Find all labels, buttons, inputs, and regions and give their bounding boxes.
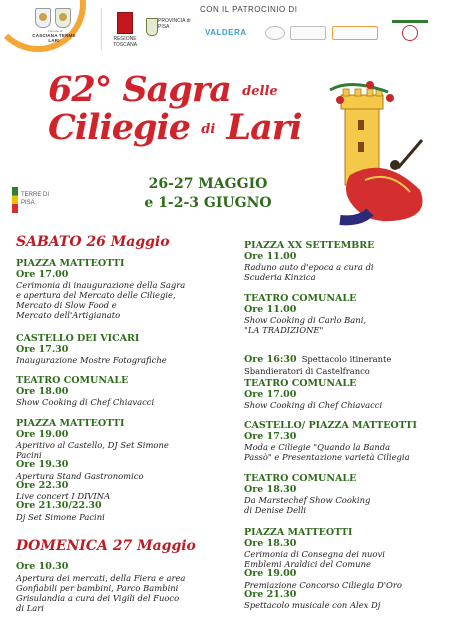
location-label: TEATRO COMUNALE: [244, 293, 357, 304]
divider: [101, 8, 102, 50]
program-item: [244, 347, 391, 376]
edition-number: 62°: [48, 69, 112, 110]
castle-dancer-illustration: [310, 80, 440, 230]
provincia-label: PROVINCIA di PISA: [158, 18, 191, 30]
title-ciliegie: Ciliegie: [48, 107, 191, 148]
time-label: Ore 18.00: [16, 385, 69, 397]
time-label: Ore 22.30: [16, 479, 69, 491]
description-line: Cerimonia di inaugurazione della Sagra: [16, 280, 186, 290]
time-label: Ore 19.00: [16, 428, 69, 440]
program-item: [16, 334, 167, 365]
location-label: PIAZZA MATTEOTTI: [16, 258, 125, 269]
location-label: TEATRO COMUNALE: [16, 375, 129, 386]
time-inline-row: [244, 347, 391, 366]
sunday-title: DOMENICA 27 Maggio: [16, 538, 196, 554]
description-line: Da Marstechef Show Cooking: [244, 495, 371, 505]
description-line: Spettacolo musicale con Alex Dj: [244, 600, 381, 610]
dates-line-1: 26-27 MAGGIO: [148, 176, 268, 192]
dates-line-2: e 1-2-3 GIUGNO: [144, 195, 272, 211]
description-line: Show Cooking di Chef Chiavacci: [244, 400, 383, 410]
program-item: [244, 474, 370, 515]
time-label: Ore 18.30: [244, 537, 297, 549]
time-label: Ore 17.00: [16, 268, 69, 280]
description-line: Grisulandia a cura dei Vigili del Fuoco: [16, 592, 180, 603]
location-label: CASTELLO DEI VICARI: [16, 333, 140, 344]
time-label: Ore 10.30: [16, 561, 69, 572]
description-line: Apertura dei mercati, della Fiera e area: [16, 572, 186, 583]
time-label: Ore 18.30: [244, 483, 297, 495]
program-item: [16, 376, 154, 407]
patrocinio-label: CON IL PATROCINIO DI: [200, 5, 298, 14]
description-line: Moda e Ciliegie "Quando la Banda: [244, 442, 391, 452]
valdera-logo: VALDERA: [205, 28, 247, 37]
program-item: [16, 259, 185, 320]
location-label: TEATRO COMUNALE: [244, 473, 357, 484]
comune-name: CASCIANA TERME LARI: [32, 33, 76, 43]
description-line: Sbandieratori di Castelfranco: [244, 366, 370, 376]
terre-di-pisa-logo: [12, 187, 52, 217]
description-line: Show Cooking di Carlo Bani,: [244, 315, 367, 325]
title-delle: delle: [242, 84, 278, 99]
description-line: Mercato di Slow Food e: [16, 300, 117, 310]
time-label: Ore 19.00: [244, 568, 297, 579]
description-line: Dj Set Simone Pacini: [16, 511, 105, 522]
description-line: Live concert I DIVINA: [16, 491, 111, 501]
location-label: PIAZZA MATTEOTTI: [244, 527, 353, 538]
description-line: di Denise Delli: [244, 505, 307, 515]
sponsor-logo: [290, 26, 326, 40]
header-bar: [0, 0, 452, 70]
sponsor-seal-icon: [265, 26, 285, 40]
time-label: Ore 19.30: [16, 459, 69, 470]
time-label: Ore 11.00: [244, 303, 297, 315]
location-label: PIAZZA MATTEOTTI: [16, 418, 125, 429]
toscana-flag-icon: [117, 12, 133, 34]
description-line: Pacini: [16, 450, 42, 460]
program-item: [16, 562, 185, 613]
comune-crest-icon: [55, 8, 71, 28]
program-item: [244, 294, 366, 335]
time-label: Ore 21.30/22.30: [16, 500, 102, 511]
description-line: "LA TRADIZIONE": [244, 325, 324, 335]
location-label: PIAZZA XX SETTEMBRE: [244, 240, 375, 251]
event-title-line1: [48, 69, 278, 110]
program-item: [244, 421, 417, 462]
description-line: Aperitivo al Castello, DJ Set Simone: [16, 440, 169, 450]
description-line: Emblemi Araldici del Comune: [244, 559, 371, 569]
comune-caption: Comune di: [47, 29, 63, 33]
description-line: Gonfiabili per bambini, Parco Bambini: [16, 582, 179, 593]
location-label: TEATRO COMUNALE: [244, 378, 357, 389]
description-line: Raduno auto d'epoca a cura di: [244, 262, 374, 272]
pisa-shield-icon: [146, 18, 158, 36]
description-line: e apertura del Mercato delle Ciliegie,: [16, 290, 176, 300]
time-label: Ore 21.30: [244, 588, 297, 600]
program-item: [16, 419, 169, 522]
description-line: Show Cooking di Chef Chiavacci: [16, 397, 155, 407]
description-line: di Lari: [16, 602, 44, 613]
regione-label: REGIONE TOSCANA: [112, 36, 138, 48]
location-label: CASTELLO/ PIAZZA MATTEOTTI: [244, 420, 417, 431]
comune-crest-icon: [35, 8, 51, 28]
regione-toscana-logo: [110, 12, 140, 48]
program-item: [244, 379, 382, 410]
time-label: Ore 16:30: [244, 354, 297, 365]
description-inline: Spettacolo itinerante: [301, 354, 392, 364]
time-label: Ore 17.30: [244, 430, 297, 442]
program-item: [244, 528, 402, 610]
title-lari: Lari: [226, 107, 302, 148]
description-line: Inaugurazione Mostre Fotografiche: [16, 355, 167, 365]
description-line: Premiazione Concorso Ciliegia D'Oro: [244, 579, 402, 590]
sponsor-logo: [332, 26, 378, 40]
event-title-line2: [48, 107, 302, 148]
time-label: Ore 17.30: [16, 343, 69, 355]
provincia-pisa-logo: [146, 18, 198, 30]
description-line: Apertura Stand Gastronomico: [16, 470, 144, 481]
description-line: Scuderia Kinzica: [244, 272, 316, 282]
program-item: [244, 241, 374, 282]
title-di: di: [201, 122, 216, 137]
description-line: Cerimonia di Consegna dei nuovi: [244, 549, 385, 559]
time-label: Ore 17.00: [244, 388, 297, 400]
terre-bars-icon: [12, 187, 18, 213]
terre-label: TERRE DI PISA: [21, 192, 50, 206]
time-label: Ore 11.00: [244, 250, 297, 262]
description-line: Passò" e Presentazione varietà Ciliegia: [244, 452, 410, 462]
saturday-title: SABATO 26 Maggio: [16, 234, 170, 250]
description-line: Mercato dell'Artigianato: [16, 310, 121, 320]
title-sagra: Sagra: [122, 69, 231, 110]
sponsor-emblem-icon: [390, 20, 430, 44]
